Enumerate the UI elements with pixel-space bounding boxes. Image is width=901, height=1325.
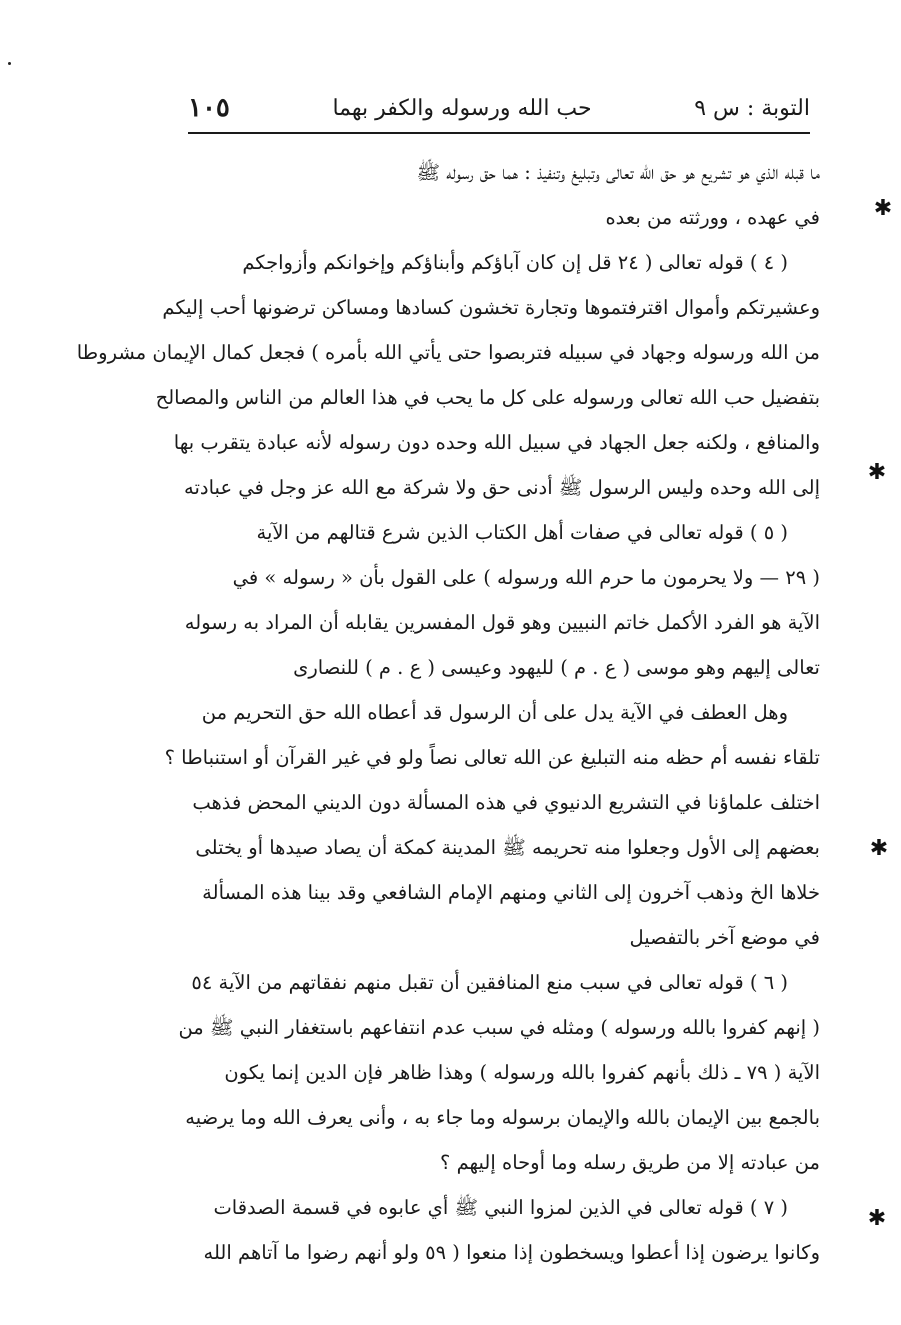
running-title-surah: التوبة : س ٩ <box>694 95 810 121</box>
text-line: من الله ورسوله وجهاد في سبيله فتربصوا حتى يأتي الله بأمره ) فجعل كمال الإيمان مشروطا <box>76 341 820 364</box>
text-line: في عهده ، وورثته من بعده <box>605 206 820 229</box>
text-line: ( ٤ ) قوله تعالى ( ٢٤ قل إن كان آباؤكم وأبناؤكم وإخوانكم وأزواجكم <box>242 251 788 274</box>
text-line: تعالى إليهم وهو موسى ( ع . م ) لليهود وعيسى ( ع . م ) للنصارى <box>293 656 820 679</box>
text-line: والمنافع ، ولكنه جعل الجهاد في سبيل الله وحده دون رسوله لأنه عبادة يتقرب بها <box>173 431 820 454</box>
margin-marker-icon: ✱ <box>873 196 893 221</box>
text-line: ( ٧ ) قوله تعالى في الذين لمزوا النبي ﷺ أي عابوه في قسمة الصدقات <box>213 1196 788 1219</box>
running-header <box>188 88 810 128</box>
text-line: اختلف علماؤنا في التشريع الدنيوي في هذه المسألة دون الديني المحض فذهب <box>192 791 820 814</box>
text-line: في موضع آخر بالتفصيل <box>629 926 820 949</box>
text-line: الآية ( ٧٩ ـ ذلك بأنهم كفروا بالله ورسوله ) وهذا ظاهر فإن الدين إنما يكون <box>224 1061 820 1084</box>
text-line: خلاها الخ وذهب آخرون إلى الثاني ومنهم الإمام الشافعي وقد بينا هذه المسألة <box>202 881 820 904</box>
text-line: وهل العطف في الآية يدل على أن الرسول قد أعطاه الله حق التحريم من <box>201 701 788 724</box>
text-line: بالجمع بين الإيمان بالله والإيمان برسوله وما جاء به ، وأنى يعرف الله وما يرضيه <box>185 1106 820 1129</box>
text-line: ( ٥ ) قوله تعالى في صفات أهل الكتاب الذين شرع قتالهم من الآية <box>256 521 788 544</box>
text-line: بعضهم إلى الأول وجعلوا منه تحريمه ﷺ المدينة كمكة أن يصاد صيدها أو يختلى <box>195 836 820 859</box>
text-line: ما قبله الذي هو تشريع هو حق الله تعالى وتبليغ وتنفيذ : هما حق رسوله ﷺ <box>416 161 820 184</box>
text-line: ( إنهم كفروا بالله ورسوله ) ومثله في سبب عدم انتفاعهم باستغفار النبي ﷺ من <box>178 1016 820 1039</box>
text-line: من عبادته إلا من طريق رسله وما أوحاه إليهم ؟ <box>440 1151 820 1174</box>
text-line: تلقاء نفسه أم حظه منه التبليغ عن الله تعالى نصاً ولو في غير القرآن أو استنباطا ؟ <box>164 746 820 769</box>
margin-marker-icon: ✱ <box>867 1206 887 1231</box>
text-line: ( ٢٩ — ولا يحرمون ما حرم الله ورسوله ) على القول بأن « رسوله » في <box>232 566 820 589</box>
text-line: الآية هو الفرد الأكمل خاتم النبيين وهو قول المفسرين يقابله أن المراد به رسوله <box>184 611 820 634</box>
header-rule <box>188 132 810 134</box>
text-line: وكانوا يرضون إذا أعطوا ويسخطون إذا منعوا ( ٥٩ ولو أنهم رضوا ما آتاهم الله <box>203 1241 820 1264</box>
margin-marker-icon: ✱ <box>869 836 889 861</box>
text-line: وعشيرتكم وأموال اقترفتموها وتجارة تخشون كسادها ومساكن ترضونها أحب إليكم <box>162 296 820 319</box>
scan-speck <box>8 62 11 65</box>
text-line: بتفضيل حب الله تعالى ورسوله على كل ما يحب في هذا العالم من الناس والمصالح <box>155 386 820 409</box>
body-text <box>76 150 820 1275</box>
running-title-topic: حب الله ورسوله والكفر بهما <box>332 95 592 121</box>
margin-marker-icon: ✱ <box>867 460 887 485</box>
page-number: ١٠٥ <box>188 93 230 123</box>
text-line: ( ٦ ) قوله تعالى في سبب منع المنافقين أن تقبل منهم نفقاتهم من الآية ٥٤ <box>191 971 788 994</box>
text-line: إلى الله وحده وليس الرسول ﷺ أدنى حق ولا شركة مع الله عز وجل في عبادته <box>184 476 820 499</box>
